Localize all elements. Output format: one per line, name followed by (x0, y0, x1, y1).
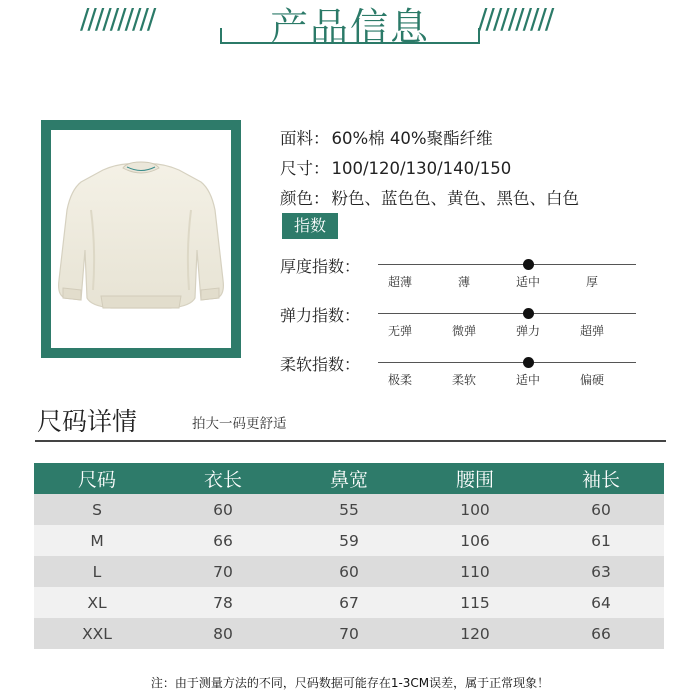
table-cell: 120 (412, 618, 538, 649)
scale-tick: 适中 (515, 373, 541, 387)
colors-line (280, 185, 579, 209)
scale-tick: 厚 (585, 275, 599, 289)
scale-label: 柔软指数： (280, 355, 361, 374)
table-cell: 59 (286, 525, 412, 556)
table-row (34, 618, 664, 649)
scale-tick: 超弹 (579, 324, 605, 338)
scale-label: 弹力指数： (280, 306, 361, 325)
table-cell: 67 (286, 587, 412, 618)
scale-tick: 薄 (457, 275, 471, 289)
scale-thickness (280, 254, 660, 294)
scale-tick: 弹力 (515, 324, 541, 338)
table-cell: 60 (538, 494, 664, 525)
material-line (280, 125, 493, 149)
size-table-header: 衣长 (160, 463, 286, 494)
table-cell: 60 (160, 494, 286, 525)
table-cell: 80 (160, 618, 286, 649)
scale-indicator-dot (523, 308, 534, 319)
footnote: 注：由于测量方法的不同，尺码数据可能存在1-3CM误差，属于正常现象！ (150, 676, 550, 690)
scale-indicator-dot (523, 357, 534, 368)
sweatshirt-icon (51, 130, 231, 348)
scale-line (378, 362, 636, 363)
table-cell: 64 (538, 587, 664, 618)
header-slashes-right: ////////// (478, 2, 553, 35)
sizes-value: 100/120/130/140/150 (331, 159, 512, 178)
scale-tick: 超薄 (387, 275, 413, 289)
scale-indicator-dot (523, 259, 534, 270)
product-photo-frame (41, 120, 241, 358)
size-section-title: 尺码详情 (37, 407, 138, 436)
product-photo (51, 130, 231, 348)
scale-tick: 适中 (515, 275, 541, 289)
table-cell: 110 (412, 556, 538, 587)
table-cell: 55 (286, 494, 412, 525)
table-row (34, 494, 664, 525)
table-cell: 78 (160, 587, 286, 618)
table-cell: M (34, 525, 160, 556)
scale-tick: 极柔 (387, 373, 413, 387)
size-table-header: 袖长 (538, 463, 664, 494)
sizes-label: 尺寸： (280, 159, 330, 178)
table-cell: L (34, 556, 160, 587)
size-section-divider (35, 440, 666, 442)
scale-tick: 柔软 (451, 373, 477, 387)
scale-line (378, 264, 636, 265)
table-cell: XL (34, 587, 160, 618)
size-table-header-row (34, 463, 664, 494)
table-cell: 60 (286, 556, 412, 587)
table-cell: XXL (34, 618, 160, 649)
material-label: 面料： (280, 129, 330, 148)
size-table-header: 尺码 (34, 463, 160, 494)
scale-tick: 微弹 (451, 324, 477, 338)
size-table-header: 鼻宽 (286, 463, 412, 494)
page-title: 产品信息 (269, 5, 430, 49)
material-value: 60%棉 40%聚酯纤维 (331, 129, 493, 148)
colors-label: 颜色： (280, 189, 330, 208)
colors-value: 粉色、蓝色色、黄色、黑色、白色 (331, 189, 579, 208)
table-cell: S (34, 494, 160, 525)
table-cell: 100 (412, 494, 538, 525)
sizes-line (280, 155, 511, 179)
table-cell: 61 (538, 525, 664, 556)
size-table (34, 463, 664, 649)
scale-line (378, 313, 636, 314)
table-row (34, 587, 664, 618)
scale-elasticity (280, 303, 660, 343)
table-cell: 70 (286, 618, 412, 649)
table-cell: 115 (412, 587, 538, 618)
size-section-subtitle: 拍大一码更舒适 (192, 416, 287, 432)
size-table-header: 腰围 (412, 463, 538, 494)
table-cell: 66 (538, 618, 664, 649)
table-cell: 106 (412, 525, 538, 556)
scale-softness (280, 352, 660, 392)
table-row (34, 556, 664, 587)
header-slashes-left: ////////// (80, 2, 155, 35)
scale-label: 厚度指数： (280, 257, 361, 276)
table-cell: 70 (160, 556, 286, 587)
scale-tick: 无弹 (387, 324, 413, 338)
table-cell: 66 (160, 525, 286, 556)
scale-tick: 偏硬 (579, 373, 605, 387)
index-badge: 指数 (282, 213, 338, 239)
table-cell: 63 (538, 556, 664, 587)
table-row (34, 525, 664, 556)
